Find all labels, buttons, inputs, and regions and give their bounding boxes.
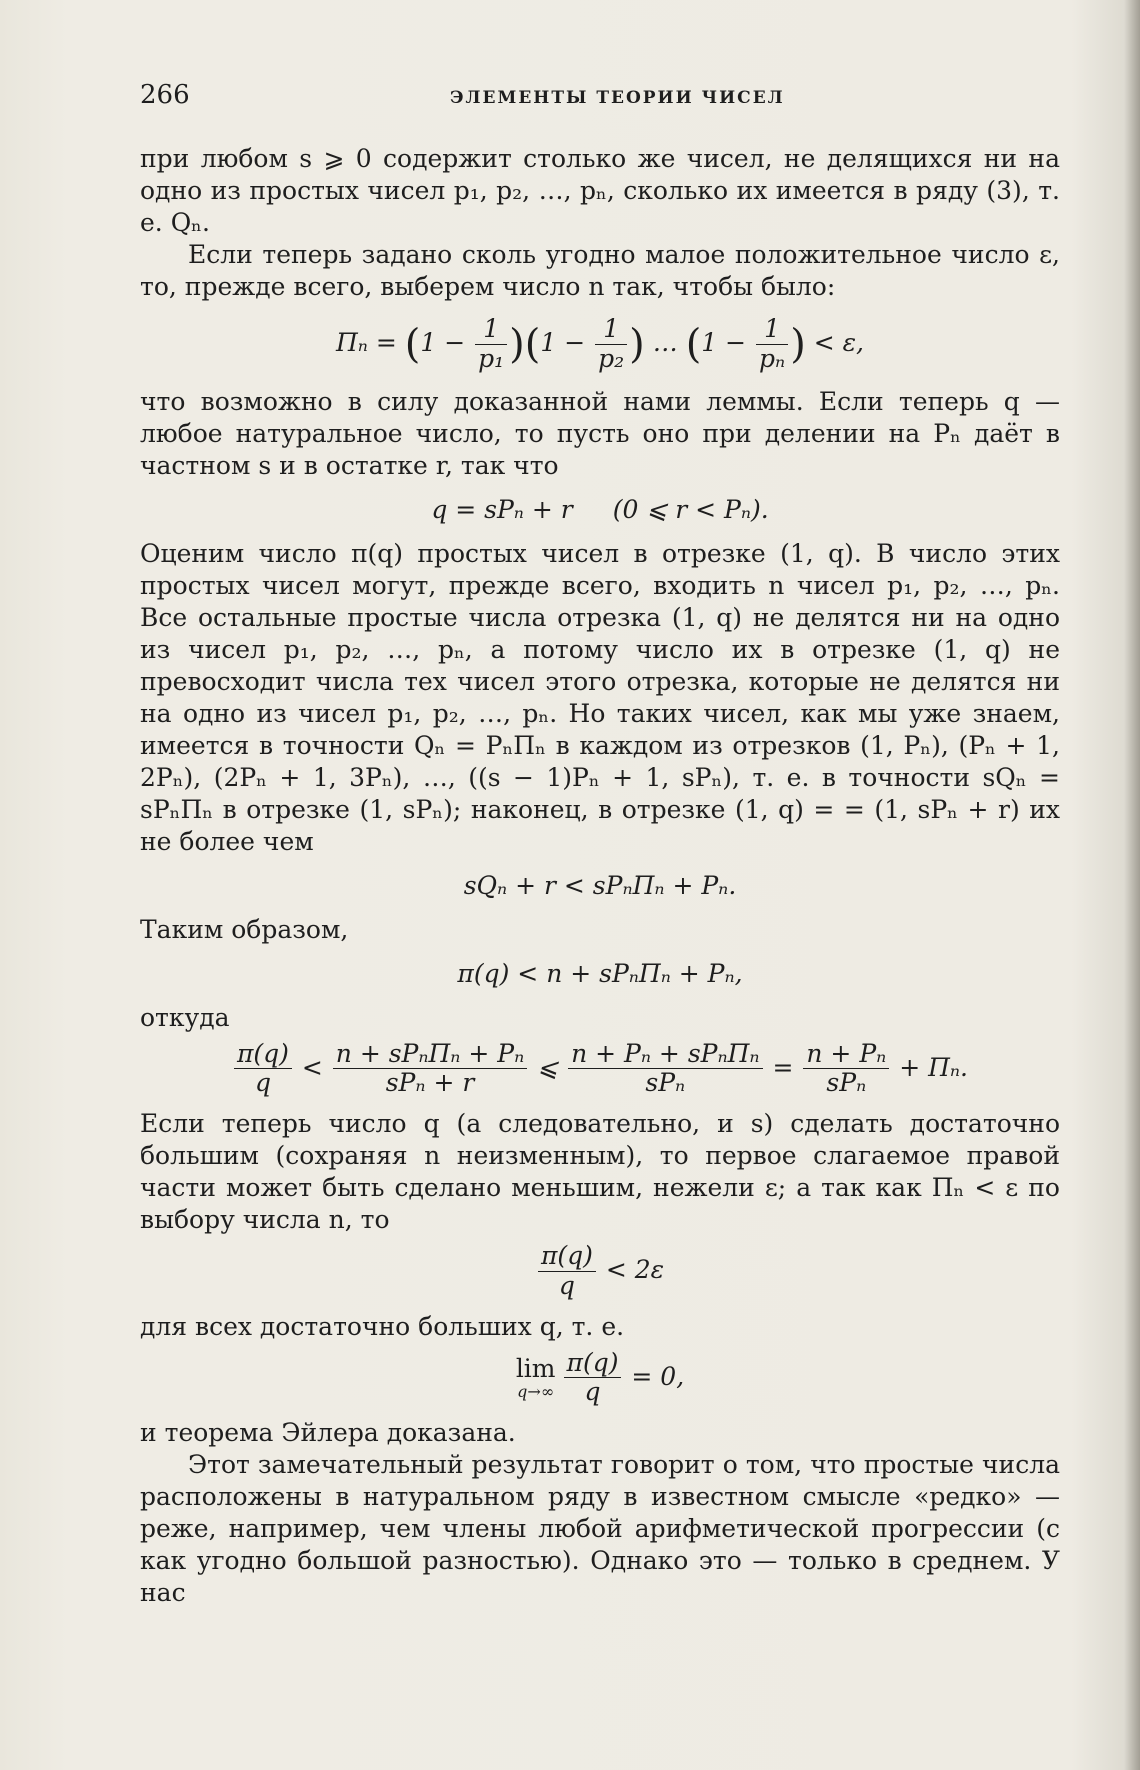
paragraph-4: Оценим число π(q) простых чисел в отрезке (1, q). В число этих простых чисел могут, прежде всего, входить n чисел p₁, p₂, …, pₙ. Все остальные простые числа отрезка (1, q) не делятся ни на одно из чисел p₁, p₂, …, pₙ, а потому число их в отрезке (1, q) не превосходит числа тех чисел этого отрезка, которые не делятся ни на одно из чисел p₁, p₂, …, pₙ. Но таких чисел, как мы уже знаем, имеется в точности Qₙ = PₙΠₙ в каждом из отрезков (1, Pₙ), (Pₙ + 1, 2Pₙ), (2Pₙ + 1, 3Pₙ), …, ((s − 1)Pₙ + 1, sPₙ), т. е. в точности sQₙ = sPₙΠₙ в отрезке (1, sPₙ); наконец, в отрезке (1, q) = = (1, sPₙ + r) их не более чем (140, 538, 1060, 856)
eq7-rhs: = 0, (623, 1361, 685, 1391)
eq5-c-num: n + Pₙ + sPₙΠₙ (568, 1040, 762, 1070)
eq1-frac-3 (756, 315, 788, 374)
eq5-frac-d (803, 1040, 889, 1099)
eq1-f1-pre: 1 − (420, 327, 474, 357)
eq7-frac (564, 1349, 622, 1408)
page-number: 266 (140, 80, 190, 110)
eq7-den: q (584, 1377, 601, 1407)
eq1-rhs: < ε, (805, 327, 864, 357)
running-title: ЭЛЕМЕНТЫ ТЕОРИИ ЧИСЕЛ (450, 88, 785, 108)
equation-limit (140, 1349, 1060, 1408)
eq1-f3-den: pₙ (759, 343, 786, 373)
equation-sq-bound: sQₙ + r < sPₙΠₙ + Pₙ. (463, 870, 737, 900)
paragraph-1: при любом s ⩾ 0 содержит столько же чисел, не делящихся ни на одно из простых чисел p₁, p₂, …, pₙ, сколько их имеется в ряду (3), т. е. Qₙ. (140, 144, 1060, 237)
equation-pi-bound: π(q) < n + sPₙΠₙ + Pₙ, (457, 958, 743, 988)
eq6-num: π(q) (538, 1242, 596, 1272)
eq1-dots: … (644, 327, 686, 357)
eq5-tail: + Πₙ. (891, 1052, 969, 1082)
equation-ratio-chain (140, 1040, 1060, 1099)
eq5-frac-a (234, 1040, 292, 1099)
eq1-f1-den: p₁ (478, 343, 505, 373)
eq7-lim-sub: q→∞ (517, 1381, 555, 1401)
eq5-op1: < (293, 1052, 331, 1082)
eq1-f3-num: 1 (756, 315, 788, 345)
page-body (140, 143, 1060, 1609)
eq5-d-den: sPₙ (826, 1068, 867, 1098)
paragraph-3: что возможно в силу доказанной нами леммы. Если теперь q — любое натуральное число, то пусть оно при делении на Pₙ даёт в частном s и в остатке r, так что (140, 386, 1060, 480)
eq7-lim-word: lim (515, 1354, 556, 1384)
eq5-b-num: n + sPₙΠₙ + Pₙ (333, 1040, 527, 1070)
paragraph-9: и теорема Эйлера доказана. (140, 1418, 516, 1447)
eq7-lim (516, 1355, 556, 1400)
equation-product-bound: Πₙ = (1 − $\frac{1}{\text{p₁}}$ )(1 − $\frac{1}{\text{p₂}}$ ) … (1 − $\frac{1}{\text{pₙ}}$ ) < ε, (336, 314, 864, 373)
equation-division (140, 494, 1060, 526)
paragraph-8: для всех достаточно больших q, т. е. (140, 1311, 625, 1341)
paragraph-7: Если теперь число q (а следовательно, и s) сделать достаточно большим (сохраняя n неизменным), то первое слагаемое правой части может быть сделано меньшим, нежели ε; а так как Πₙ < ε по выбору числа n, то (140, 1109, 1060, 1234)
paragraph-2: Если теперь задано сколь угодно малое положительное число ε, то, прежде всего, выберем число n так, чтобы было: (140, 240, 1060, 301)
eq1-f1-num: 1 (475, 315, 507, 345)
eq1-lhs: Πₙ = (336, 327, 405, 357)
eq5-b-den: sPₙ + r (385, 1068, 475, 1098)
eq2-condition: (0 ⩽ r < Pₙ). (612, 494, 769, 524)
equation-two-epsilon (140, 1242, 1060, 1301)
paragraph-6: откуда (140, 1002, 230, 1032)
eq5-op3: = (764, 1052, 802, 1082)
eq1-f2-num: 1 (595, 315, 627, 345)
eq2-main: q = sPₙ + r (431, 494, 573, 524)
eq1-frac-2 (595, 315, 627, 374)
eq1-f2-den: p₂ (598, 343, 625, 373)
eq5-op2: ⩽ (529, 1052, 567, 1082)
eq1-frac-1 (475, 315, 507, 374)
paragraph-5: Таким образом, (140, 914, 349, 944)
eq5-d-num: n + Pₙ (803, 1040, 889, 1070)
eq5-frac-c (568, 1040, 762, 1099)
eq5-c-den: sPₙ (645, 1068, 686, 1098)
page-edge-shadow (1124, 0, 1140, 1770)
eq6-den: q (558, 1270, 575, 1300)
eq6-frac (538, 1242, 596, 1301)
page-header (140, 80, 1060, 120)
eq7-num: π(q) (564, 1349, 622, 1379)
eq5-a-num: π(q) (234, 1040, 292, 1070)
eq1-f3-pre: 1 − (701, 327, 755, 357)
eq6-rhs: < 2ε (597, 1254, 665, 1284)
eq1-f2-pre: 1 − (540, 327, 594, 357)
eq5-a-den: q (254, 1068, 271, 1098)
eq5-frac-b (333, 1040, 527, 1099)
paragraph-10: Этот замечательный результат говорит о том, что простые числа расположены в натуральном ряду в известном смысле «редко» — реже, например, чем члены любой арифметической прогрессии (с как угодно большой разностью). Однако это — только в среднем. У нас (140, 1450, 1060, 1607)
